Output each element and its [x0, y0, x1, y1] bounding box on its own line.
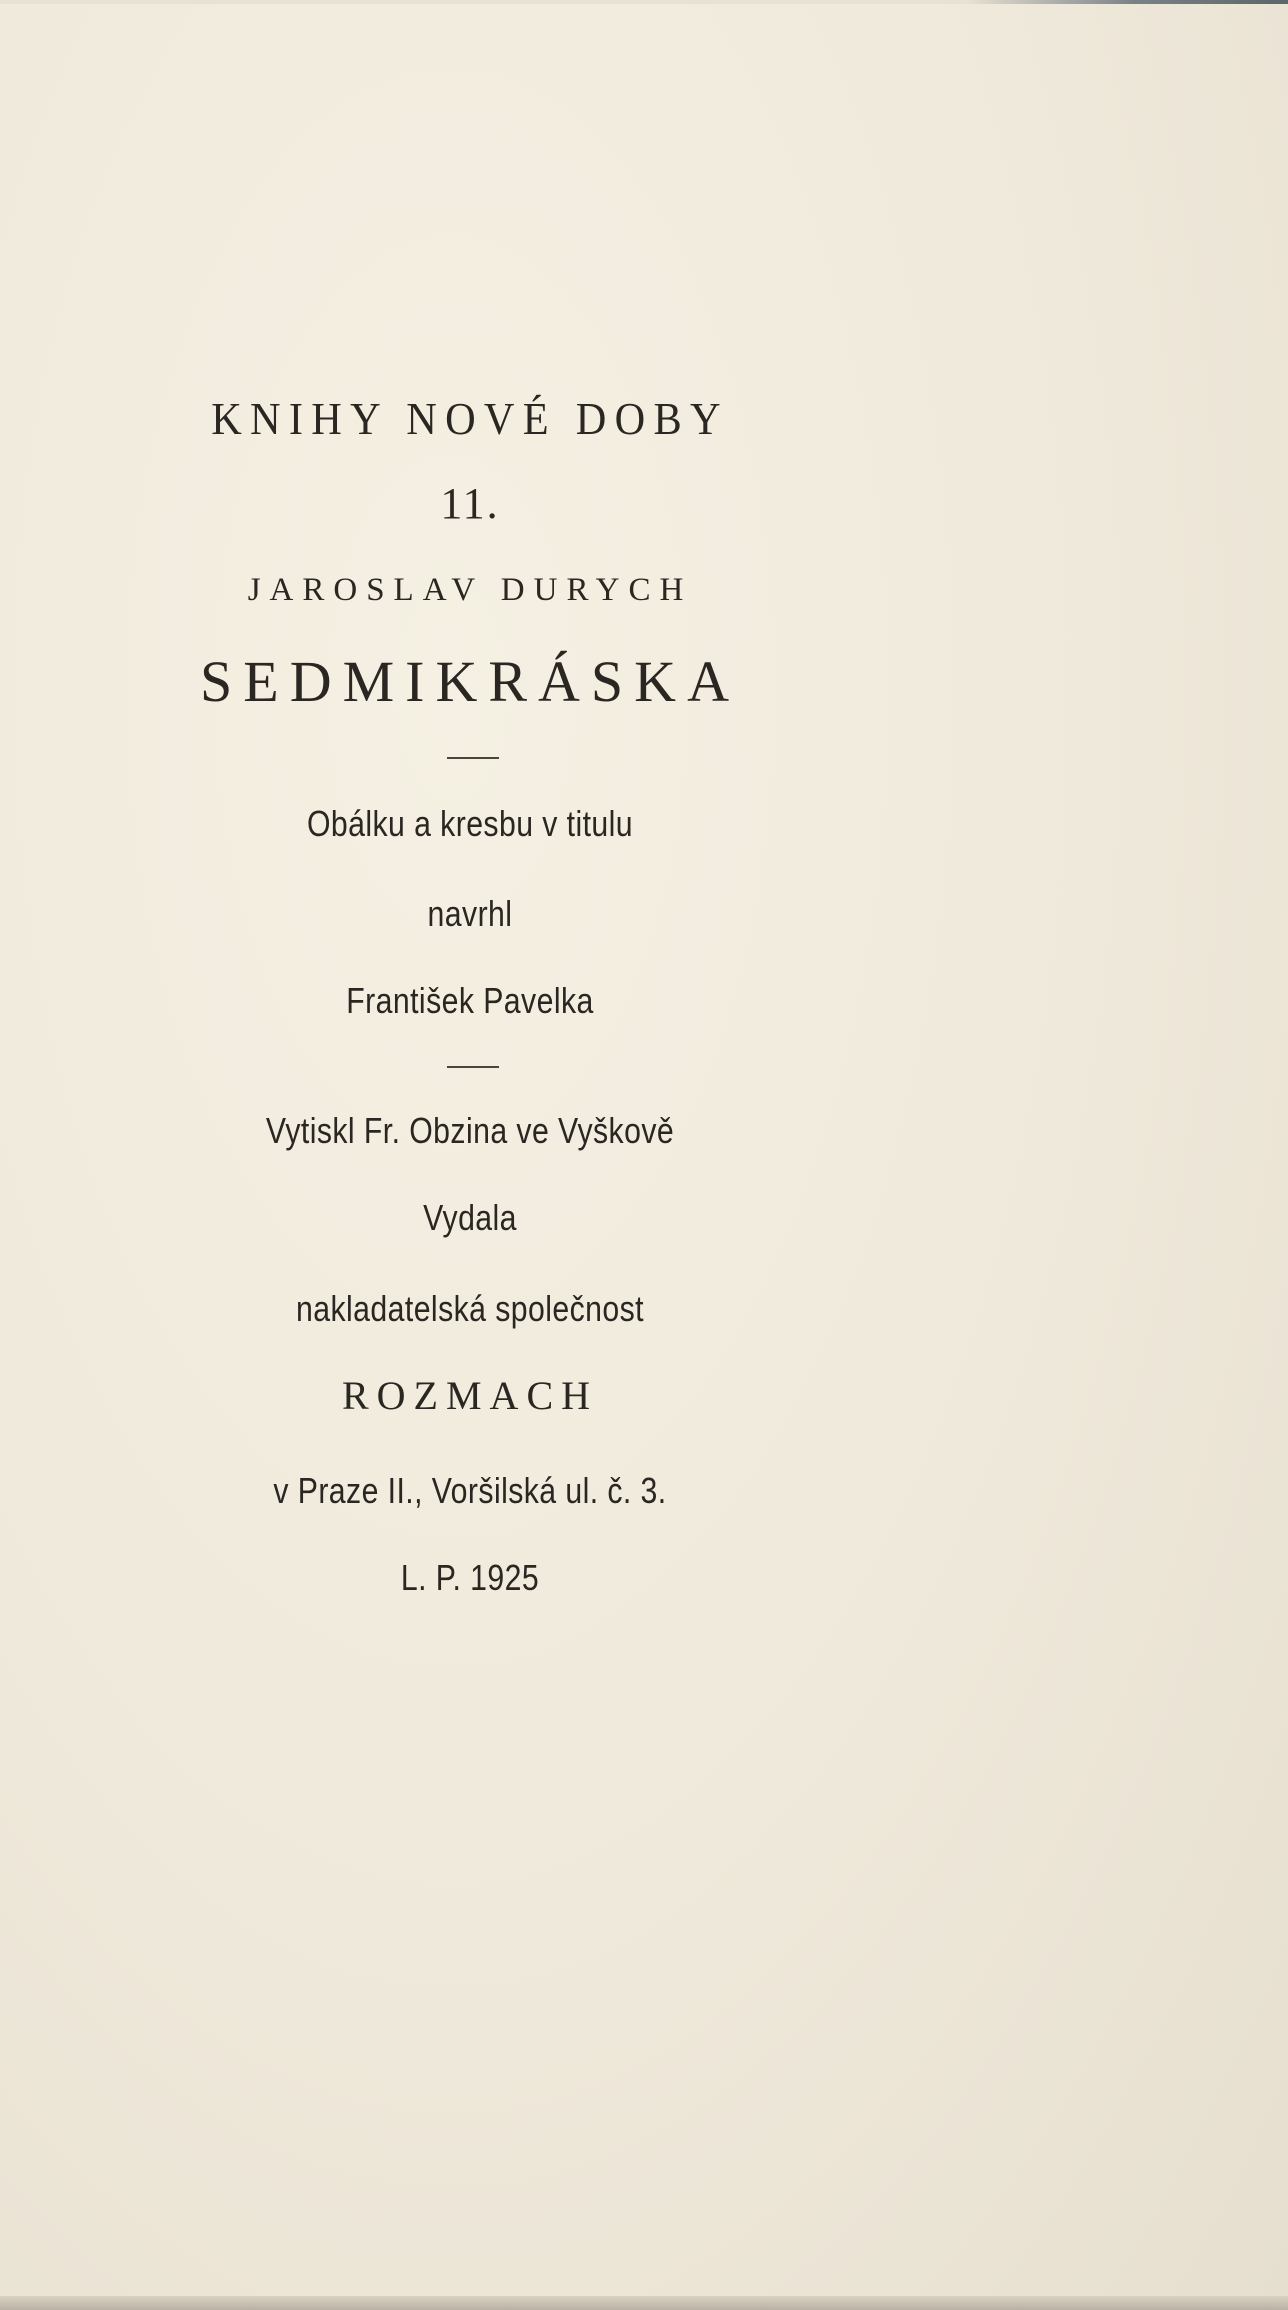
publisher-address: v Praze II., Voršilská ul. č. 3.	[273, 1470, 667, 1511]
published-by-label: Vydala	[423, 1197, 517, 1238]
page-bottom-edge	[0, 2296, 1288, 2310]
publisher-name: ROZMACH	[341, 1373, 599, 1418]
page-top-edge	[0, 0, 1288, 4]
artist-name: František Pavelka	[346, 980, 594, 1021]
designed-by-label: navrhl	[427, 893, 513, 934]
publisher-company: nakladatelská společnost	[296, 1288, 644, 1329]
divider-rule	[447, 757, 499, 759]
cover-credit: Obálku a kresbu v titulu	[306, 803, 634, 844]
printer-credit: Vytiskl Fr. Obzina ve Vyškově	[265, 1110, 675, 1151]
book-title: SEDMIKRÁSKA	[200, 649, 740, 714]
publication-year: L. P. 1925	[400, 1557, 540, 1598]
author-name: JAROSLAV DURYCH	[247, 572, 693, 608]
series-name: KNIHY NOVÉ DOBY	[211, 393, 729, 444]
series-number: 11.	[440, 479, 500, 528]
divider-rule	[447, 1066, 499, 1068]
